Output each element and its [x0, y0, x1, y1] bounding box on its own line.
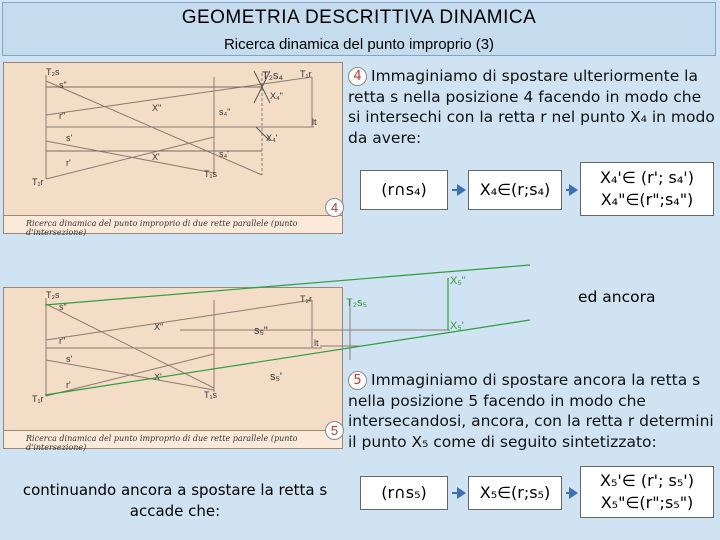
step-4-arrow-2: [566, 189, 576, 191]
fig2-label-r2: r": [59, 336, 66, 346]
figure-panel-1: [3, 62, 343, 237]
fig1-label-t2s4: T₂s₄: [262, 70, 283, 82]
step-5-arrow-1: [452, 492, 464, 494]
step-4-projection-1: X₄'∈ (r'; s₄'): [600, 168, 694, 187]
fig1-line-r1: [46, 137, 214, 179]
fig1-label-t2s: T₂s: [46, 67, 60, 77]
step-5-box-projections: [580, 466, 714, 518]
figure-1-drawing: [4, 63, 342, 215]
step-5-arrow-2: [566, 492, 576, 494]
fig1-label-r2: r": [59, 111, 66, 121]
fig1-label-s4-2: s₄": [219, 107, 231, 117]
label-x5-1: X₅': [450, 320, 464, 332]
step-5-box-intersection: (r∩s₅): [360, 476, 448, 510]
fig2-label-t2s: T₂s: [46, 290, 60, 300]
figure-1-caption: Ricerca dinamica del punto improprio di due rette parallele (punto d'intersezione): [4, 215, 342, 233]
fig2-label-s5-1: s₅': [270, 371, 283, 383]
fig1-label-t1s: T₁s: [204, 169, 218, 179]
fig1-label-x4-2: X₄": [270, 91, 283, 101]
fig2-label-t2r: T₂r: [300, 294, 312, 304]
fig1-label-lt: lt: [312, 117, 317, 127]
continuation-text: continuando ancora a spostare la retta s accade che:: [22, 481, 328, 520]
fig1-label-s1: s': [66, 133, 73, 143]
step-5-box-belongs: X₅∈(r;s₅): [468, 476, 562, 510]
fig2-line-r2: [46, 300, 312, 340]
step-4-box-intersection: (r∩s₄): [360, 170, 448, 210]
fig2-label-x2: X": [154, 322, 164, 332]
step-4-paragraph: [348, 66, 716, 148]
step-5-projection-2: X₅"∈(r";s₅"): [600, 493, 694, 512]
step-5-badge: 5: [348, 371, 367, 390]
figure-2-step-badge: 5: [325, 421, 344, 440]
step-5-text: Immaginiamo di spostare ancora la retta s nella posizione 5 facendo in modo che intersecandosi, ancora, con la retta r determini il punto X₅ come di seguito sintetizzato:: [348, 371, 714, 451]
fig1-label-s4-1: s₄': [219, 149, 229, 159]
fig1-label-t1r-top: T₁r: [300, 69, 312, 79]
step-5-projection-1: X₅'∈ (r'; s₅'): [600, 471, 694, 490]
label-t2s5: T₂s₅: [346, 297, 367, 309]
fig1-label-x1: X': [152, 152, 160, 162]
step-4-arrow-1: [452, 189, 464, 191]
fig1-label-t1r: T₁r: [32, 177, 44, 187]
title-banner: [2, 2, 716, 56]
page-title: GEOMETRIA DESCRITTIVA DINAMICA: [181, 7, 537, 28]
label-x5-2: X₅": [450, 275, 466, 287]
step-4-projection-2: X₄"∈(r";s₄"): [600, 190, 694, 209]
step-4-box-projections: [580, 162, 714, 216]
fig1-label-s2: s": [59, 80, 67, 90]
fig1-line-s1: [46, 141, 214, 173]
step-4-badge: 4: [348, 67, 367, 86]
fig2-label-x1: X': [154, 372, 162, 382]
step-5-paragraph: [348, 370, 716, 452]
figure-2-caption: Ricerca dinamica del punto improprio di due rette parallele (punto d'intersezione): [4, 430, 342, 448]
fig2-label-r1: r': [66, 380, 71, 390]
fig2-label-s1: s': [66, 354, 73, 364]
fig2-label-lt: lt: [314, 338, 319, 348]
ed-ancora-text: ed ancora: [578, 288, 656, 306]
fig2-label-s2: s": [59, 302, 67, 312]
fig1-label-r1: r': [66, 158, 71, 168]
figure-1-step-badge: 4: [325, 198, 344, 217]
figure-panel-2: [3, 287, 343, 452]
step-4-text: Immaginiamo di spostare ulteriormente la retta s nella posizione 4 facendo in modo che si intersechi con la retta r nel punto X₄ in modo da avere:: [348, 67, 715, 147]
fig2-label-t1r: T₁r: [32, 394, 44, 404]
fig1-label-x2: X": [152, 103, 162, 113]
fig1-label-x4-1: X₄': [266, 133, 278, 143]
fig2-label-t1s: T₁s: [204, 390, 218, 400]
step-4-box-belongs: X₄∈(r;s₄): [468, 170, 562, 210]
fig2-label-s5-2: s₅": [254, 325, 268, 337]
page-subtitle: Ricerca dinamica del punto improprio (3): [223, 36, 495, 53]
figure-2-drawing: [4, 288, 342, 430]
